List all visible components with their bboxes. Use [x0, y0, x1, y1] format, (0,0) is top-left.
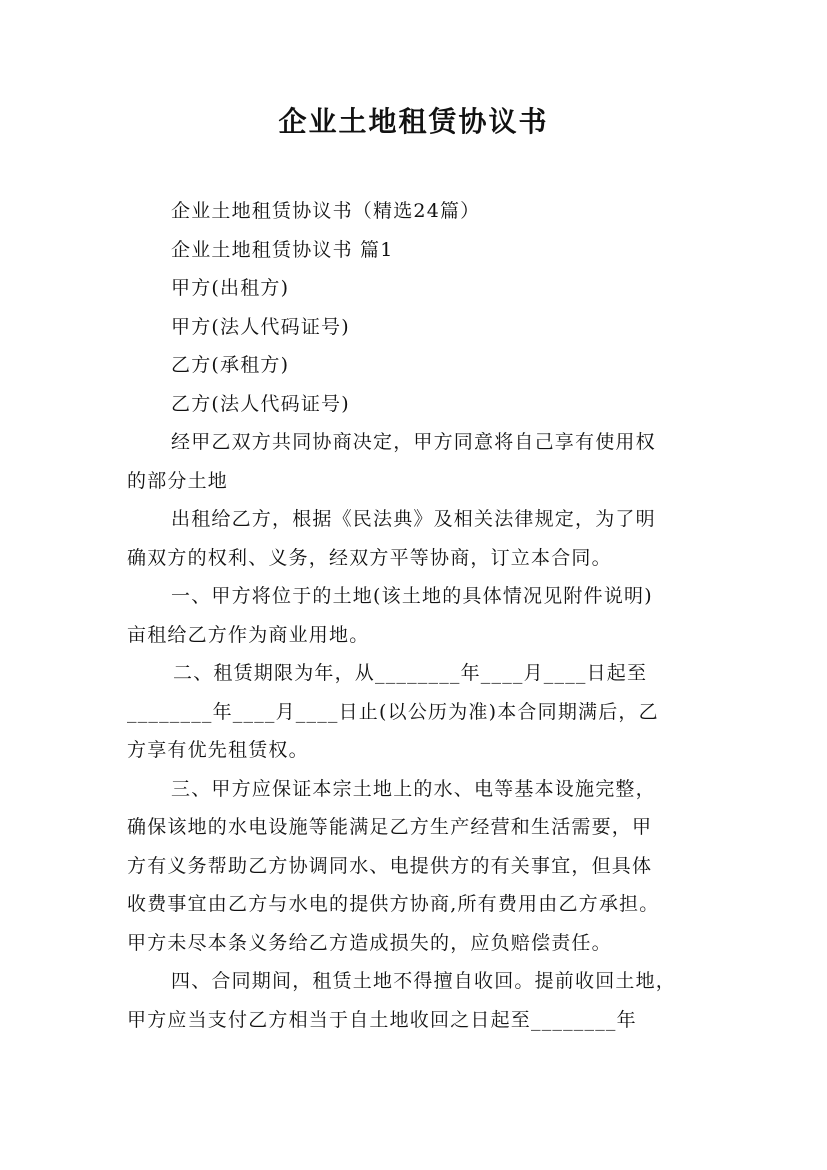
body-line: 方有义务帮助乙方协调同水、电提供方的有关事宜，但具体	[127, 854, 653, 877]
body-line: 确双方的权利、义务，经双方平等协商，订立本合同。	[127, 546, 612, 569]
body-line: 出租给乙方，根据《民法典》及相关法律规定，为了明	[171, 508, 656, 530]
body-line: 乙方(法人代码证号)	[171, 392, 350, 415]
body-line: 甲方应当支付乙方相当于自土地收回之日起至________年	[127, 1008, 637, 1031]
body-line: 的部分土地	[127, 469, 229, 492]
body-line: 企业土地租赁协议书（精选24篇）	[171, 200, 481, 222]
body-line: 三、甲方应保证本宗土地上的水、电等基本设施完整，	[171, 777, 656, 800]
body-line: 甲方未尽本条义务给乙方造成损失的，应负赔偿责任。	[127, 931, 612, 954]
body-line: 确保该地的水电设施等能满足乙方生产经营和生活需要，甲	[127, 816, 653, 838]
body-line: 甲方(出租方)	[171, 277, 290, 299]
document-title: 企业土地租赁协议书	[278, 105, 549, 138]
body-line: 经甲乙双方共同协商决定，甲方同意将自己享有使用权	[171, 431, 656, 453]
body-line: 二、租赁期限为年，从________年____月____日起至	[173, 662, 648, 684]
body-line: 一、甲方将位于的土地(该土地的具体情况见附件说明)	[171, 585, 653, 607]
body-line: 收费事宜由乙方与水电的提供方协商,所有费用由乙方承担。	[127, 893, 660, 915]
body-line: 方享有优先租赁权。	[127, 739, 309, 761]
body-line: 企业土地租赁协议书 篇1	[171, 238, 394, 261]
body-line: ________年____月____日止(以公历为准)本合同期满后，乙	[127, 700, 659, 723]
body-line: 四、合同期间，租赁土地不得擅自收回。提前收回土地，	[171, 970, 677, 992]
body-line: 亩租给乙方作为商业用地。	[127, 623, 370, 646]
document-body	[127, 192, 707, 1039]
body-line: 甲方(法人代码证号)	[171, 315, 350, 338]
body-line: 乙方(承租方)	[171, 354, 290, 376]
